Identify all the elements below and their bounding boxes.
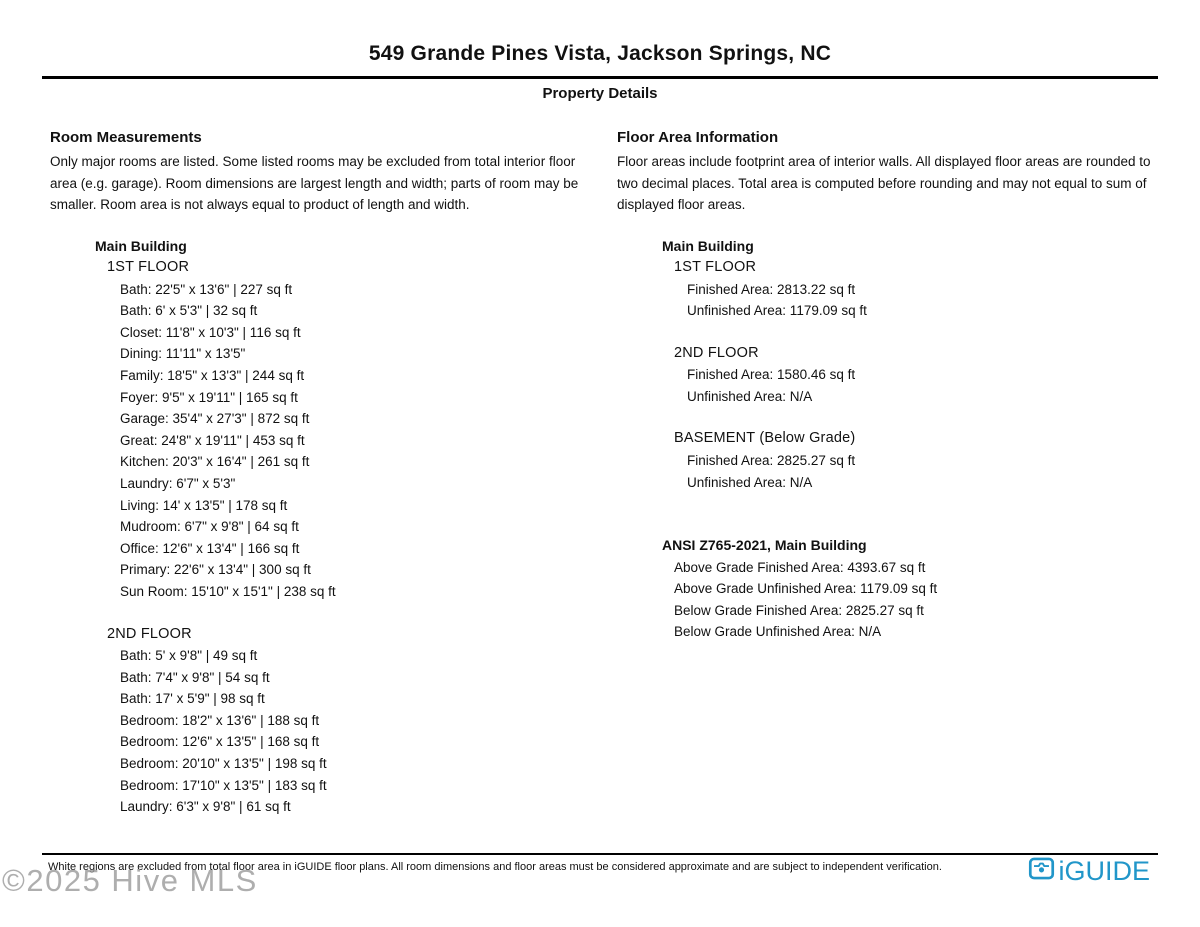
area-list-1st [687,279,1175,322]
floor-area-building [662,236,1175,493]
area-block-2nd [674,343,1175,408]
room-row: Living: 14' x 13'5" | 178 sq ft [120,497,288,513]
area-block-basement [674,428,1175,493]
building-name: Main Building [662,238,754,255]
room-row: Bedroom: 17'10" x 13'5" | 183 sq ft [120,777,327,793]
room-row: Sun Room: 15'10" x 15'1" | 238 sq ft [120,583,336,599]
ansi-row: Below Grade Unfinished Area: N/A [674,624,882,640]
room-row: Office: 12'6" x 13'4" | 166 sq ft [120,540,300,556]
floor-area-heading: Floor Area Information [617,129,779,146]
room-row: Bath: 22'5" x 13'6" | 227 sq ft [120,281,293,297]
room-row: Family: 18'5" x 13'3" | 244 sq ft [120,367,305,383]
room-row: Bath: 17' x 5'9" | 98 sq ft [120,691,265,707]
floor-block-1st [107,257,602,602]
area-floor-name-1st: 1ST FLOOR [674,259,757,276]
footer-divider [42,853,1158,855]
room-row: Bedroom: 20'10" x 13'5" | 198 sq ft [120,755,327,771]
area-row: Finished Area: 1580.46 sq ft [687,367,856,383]
title-divider [42,76,1158,79]
ansi-row: Above Grade Unfinished Area: 1179.09 sq ft [674,581,938,597]
footer-disclaimer: White regions are excluded from total floor area in iGUIDE floor plans. All room dimensions and floor areas must be considered approximate and are subject to independent verification. [48,861,942,873]
ansi-list [674,557,1175,643]
area-row: Unfinished Area: N/A [687,474,813,490]
room-list-1st-floor [120,279,602,603]
area-floor-name-2nd: 2ND FLOOR [674,344,759,361]
room-row: Garage: 35'4" x 27'3" | 872 sq ft [120,411,310,427]
area-floor-name-basement: BASEMENT (Below Grade) [674,430,856,447]
content-columns [0,128,1200,818]
room-row: Foyer: 9'5" x 19'11" | 165 sq ft [120,389,298,405]
ansi-heading: ANSI Z765-2021, Main Building [662,537,867,554]
room-row: Bedroom: 12'6" x 13'5" | 168 sq ft [120,734,320,750]
mls-watermark: ©2025 Hive MLS [2,863,258,898]
page-subtitle: Property Details [542,85,658,102]
room-row: Mudroom: 6'7" x 9'8" | 64 sq ft [120,519,299,535]
property-address-title: 549 Grande Pines Vista, Jackson Springs, NC [368,42,832,65]
room-measurements-heading: Room Measurements [50,129,202,146]
room-row: Kitchen: 20'3" x 16'4" | 261 sq ft [120,454,310,470]
room-measurements-description: Only major rooms are listed. Some listed rooms may be excluded from total interior floor area (e.g. garage). Room dimensions are largest length and width; parts of room may be smaller. Room area is not always equal to product of length and width. [50,154,579,213]
floor-name-1st: 1ST FLOOR [107,259,190,276]
area-list-basement [687,450,1175,493]
ansi-row: Above Grade Finished Area: 4393.67 sq ft [674,559,926,575]
ansi-section [662,535,1175,643]
iguide-logo [1028,855,1150,887]
floor-block-2nd [107,624,602,818]
room-row: Bath: 7'4" x 9'8" | 54 sq ft [120,669,270,685]
room-row: Primary: 22'6" x 13'4" | 300 sq ft [120,562,311,578]
room-measurements-building [95,236,602,818]
room-row: Laundry: 6'3" x 9'8" | 61 sq ft [120,799,291,815]
area-block-1st [674,257,1175,322]
room-row: Laundry: 6'7" x 5'3" [120,475,236,491]
floor-area-description: Floor areas include footprint area of interior walls. All displayed floor areas are rounded to two decimal places. Total area is computed before rounding and may not equal to sum of displayed floor areas. [617,154,1151,213]
area-row: Finished Area: 2825.27 sq ft [687,452,856,468]
room-row: Bath: 6' x 5'3" | 32 sq ft [120,303,258,319]
floor-name-2nd: 2ND FLOOR [107,625,192,642]
room-row: Bath: 5' x 9'8" | 49 sq ft [120,648,258,664]
room-row: Bedroom: 18'2" x 13'6" | 188 sq ft [120,712,320,728]
area-row: Unfinished Area: N/A [687,388,813,404]
floor-area-section [617,128,1175,818]
room-measurements-section [50,128,602,818]
page-header [0,0,1200,102]
iguide-logo-text: iGUIDE [1058,856,1150,886]
area-list-2nd [687,364,1175,407]
room-row: Great: 24'8" x 19'11" | 453 sq ft [120,432,305,448]
area-row: Unfinished Area: 1179.09 sq ft [687,303,867,319]
area-row: Finished Area: 2813.22 sq ft [687,281,856,297]
room-list-2nd-floor [120,645,602,818]
iguide-camera-icon [1028,855,1055,887]
building-name: Main Building [95,238,187,255]
ansi-row: Below Grade Finished Area: 2825.27 sq ft [674,602,924,618]
room-row: Closet: 11'8" x 10'3" | 116 sq ft [120,324,301,340]
room-row: Dining: 11'11" x 13'5" [120,346,246,362]
